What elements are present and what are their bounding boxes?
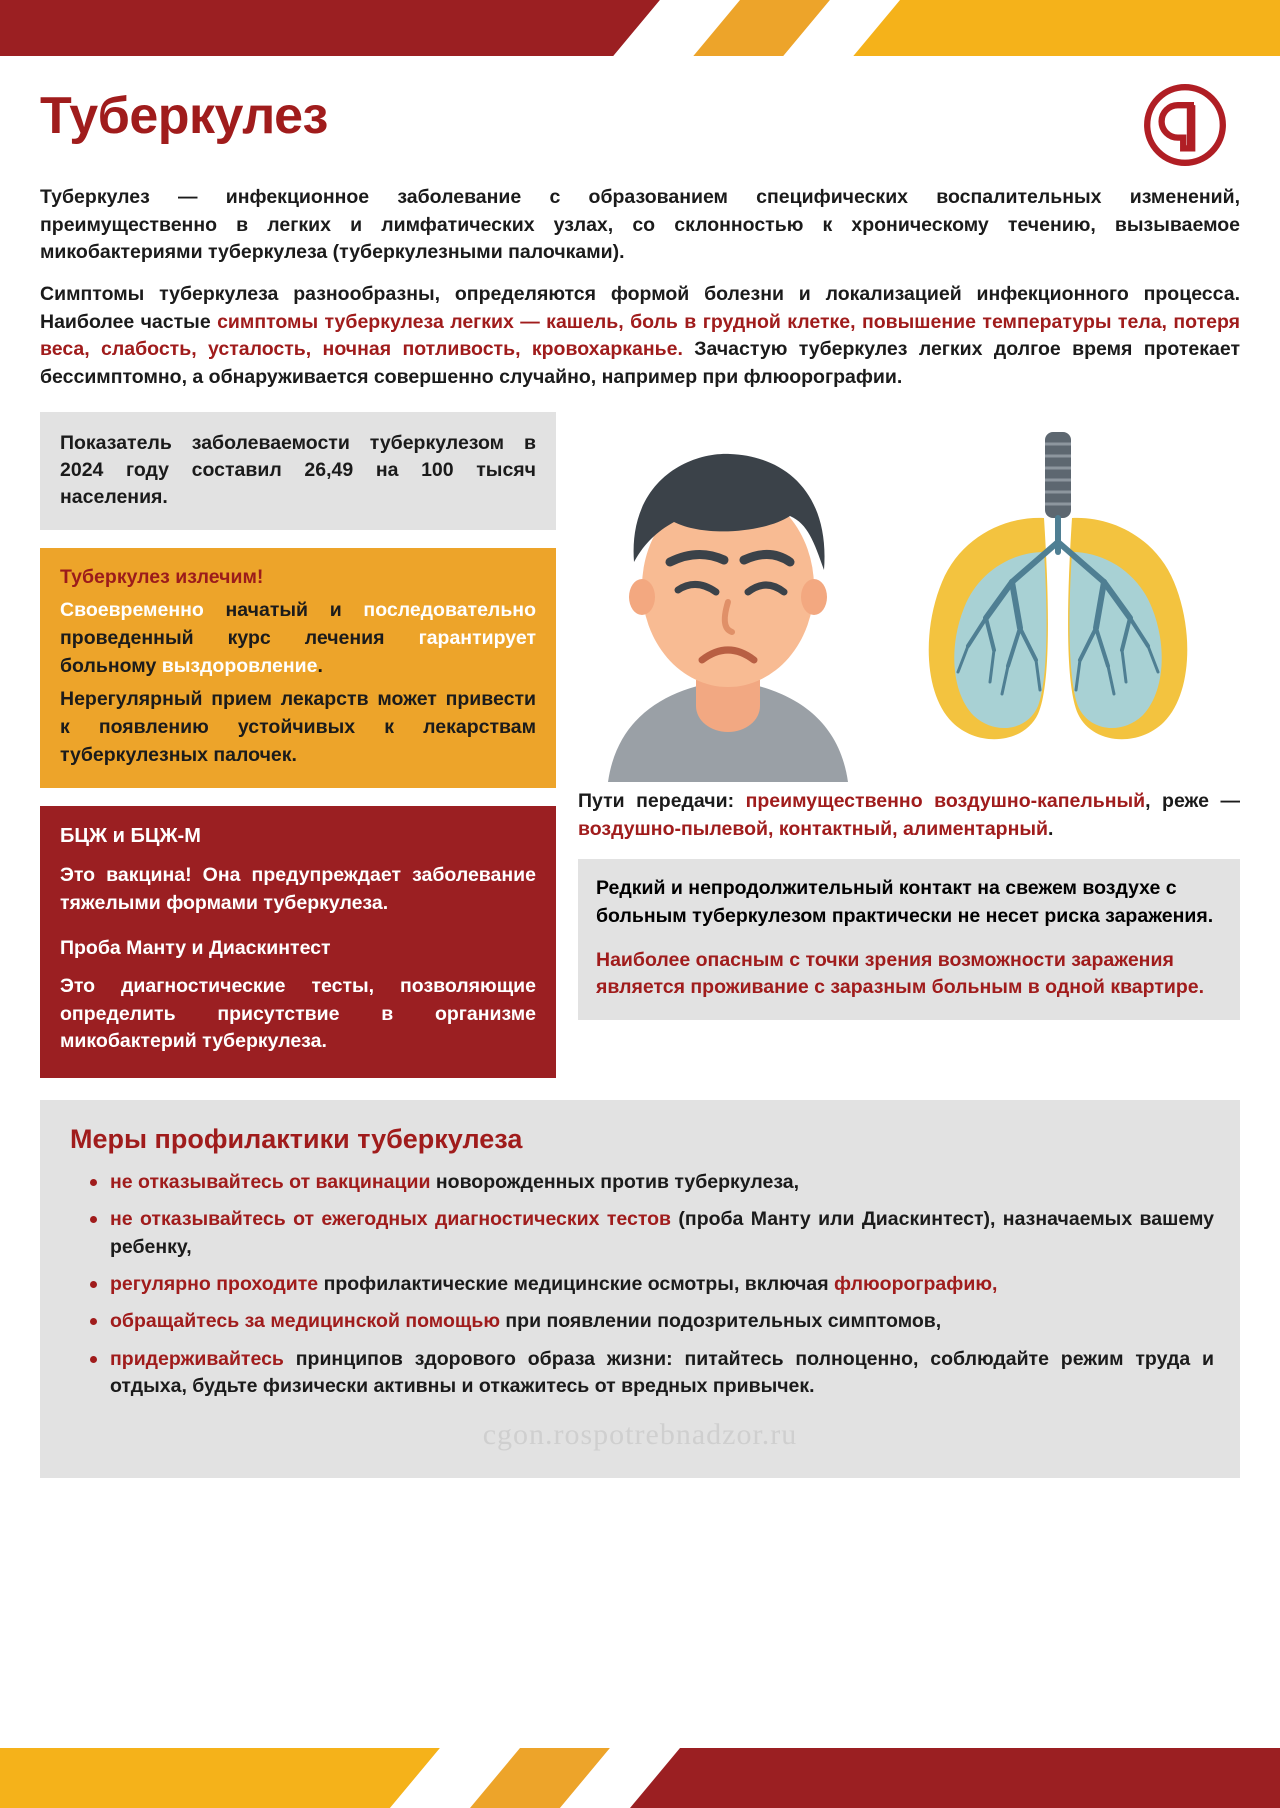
- contact-risk-box: [578, 859, 1240, 1020]
- header: [40, 80, 1240, 170]
- bcg-box: [40, 806, 556, 1079]
- contact-risk-text: Редкий и непродолжительный контакт на свежем воздухе с больным туберкулезом практически не несет риска заражения.: [596, 877, 1214, 927]
- statistics-text: Показатель заболеваемости туберкулезом в 2024 году составил 26,49 на 100 тысяч населения.: [60, 431, 536, 509]
- transmission-text: Пути передачи: преимущественно воздушно-капельный, реже — воздушно-пылевой, контактный, алиментарный.: [578, 789, 1240, 840]
- curable-treatment-text: Своевременно начатый и последовательно проведенный курс лечения гарантирует больному выздоровление.: [60, 599, 536, 677]
- list-item: не отказывайтесь от вакцинации новорожденных против туберкулеза,: [96, 1169, 1214, 1196]
- page-title: Туберкулез: [40, 87, 328, 145]
- illustration-area: [578, 412, 1240, 782]
- middle-section: [40, 412, 1240, 1078]
- list-item: не отказывайтесь от ежегодных диагностических тестов (проба Манту или Диаскинтест), назначаемых вашему ребенку,: [96, 1206, 1214, 1261]
- prevention-list: [66, 1169, 1214, 1400]
- curable-irregular-text: Нерегулярный прием лекарств может привести к появлению устойчивых к лекарствам туберкулезных палочек.: [60, 688, 536, 766]
- list-item: обращайтесь за медицинской помощью при появлении подозрительных симптомов,: [96, 1308, 1214, 1335]
- list-item: придерживайтесь принципов здорового образа жизни: питайтесь полноценно, соблюдайте режим труда и отдыха, будьте физически активны и откажитесь от вредных привычек.: [96, 1346, 1214, 1401]
- statistics-box: [40, 412, 556, 530]
- right-column: [578, 412, 1240, 1078]
- left-column: [40, 412, 556, 1078]
- poster-body: [0, 60, 1280, 1740]
- bcg-text: Это вакцина! Она предупреждает заболевание тяжелыми формами туберкулеза.: [60, 863, 536, 914]
- decorative-top-border: [0, 0, 1280, 60]
- cgon-logo-icon: [1140, 80, 1230, 170]
- lungs-illustration: [929, 432, 1188, 739]
- mantoux-text: Это диагностические тесты, позволяющие определить присутствие в организме микобактерий туберкулеза.: [60, 974, 536, 1053]
- list-item: регулярно проходите профилактические медицинские осмотры, включая флюорографию,: [96, 1271, 1214, 1298]
- website-footer: cgon.rospotrebnadzor.ru: [482, 1418, 798, 1452]
- decorative-bottom-border: [0, 1738, 1280, 1808]
- mantoux-subheading: Проба Манту и Диаскинтест: [60, 937, 331, 960]
- bcg-heading: БЦЖ и БЦЖ-М: [60, 824, 201, 847]
- prevention-section: [40, 1100, 1240, 1478]
- curable-headline: Туберкулез излечим!: [60, 565, 264, 588]
- intro-paragraph-2: Симптомы туберкулеза разнообразны, определяются формой болезни и локализацией инфекционного процесса. Наиболее частые симптомы туберкулеза легких — кашель, боль в грудной клетке, повышение температуры тела, потеря веса, слабость, усталость, ночная потливость, кровохарканье. Зачастую туберкулез легких долгое время протекает бессимптомно, а обнаруживается совершенно случайно, например при флюорографии.: [40, 283, 1240, 389]
- contact-risk-warning: Наиболее опасным с точки зрения возможности заражения является проживание с заразным больным в одной квартире.: [596, 948, 1205, 999]
- curable-box: [40, 548, 556, 788]
- intro-paragraph-1: Туберкулез — инфекционное заболевание с образованием специфических воспалительных изменений, преимущественно в легких и лимфатических узлах, со склонностью к хроническому течению, вызываемое микобактериями туберкулеза (туберкулезными палочками).: [40, 186, 1240, 264]
- sad-boy-illustration: [608, 454, 848, 782]
- prevention-title: Меры профилактики туберкулеза: [70, 1124, 523, 1155]
